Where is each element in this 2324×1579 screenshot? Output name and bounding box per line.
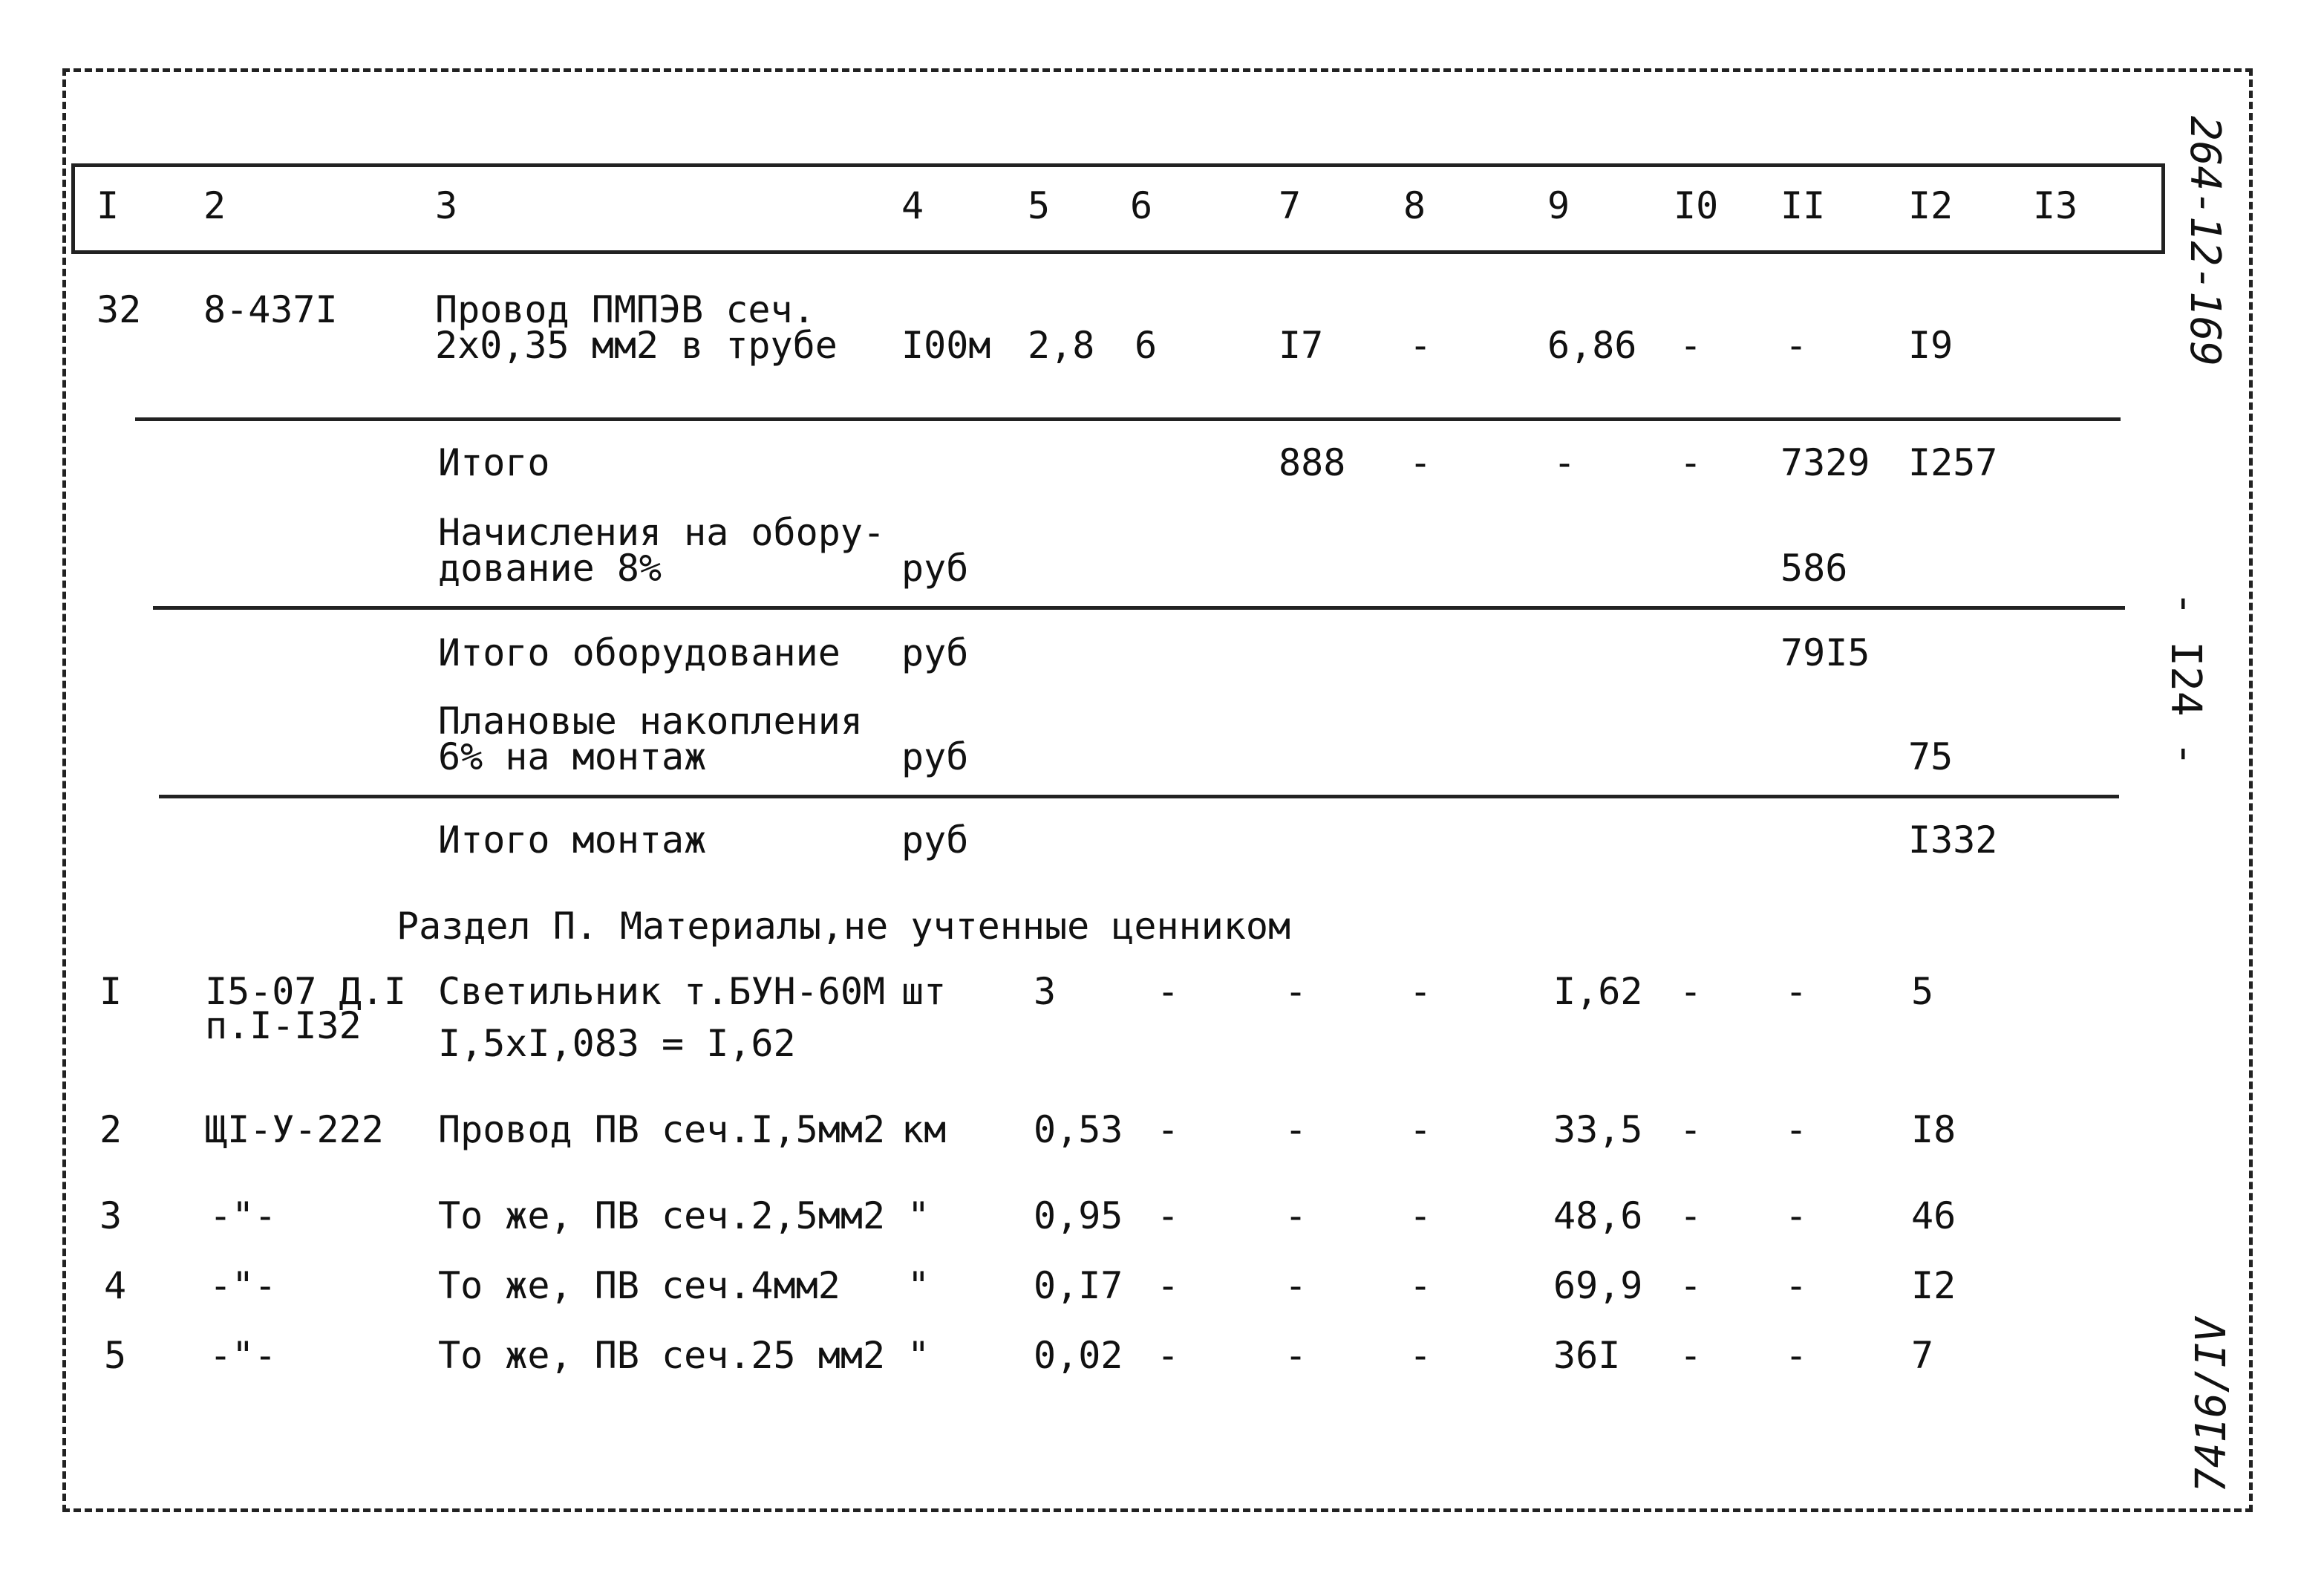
planned-line1: Плановые накопления (438, 700, 863, 743)
material-4-col11: - (1785, 1264, 1808, 1307)
divider-line (159, 795, 2119, 798)
material-1-unit: шт (901, 970, 947, 1013)
total-col8: - (1409, 441, 1432, 484)
material-2-col8: - (1409, 1108, 1432, 1151)
material-1-col12: 5 (1911, 970, 1934, 1013)
material-1-col5: 3 (1034, 970, 1057, 1013)
material-1-num: I (99, 970, 123, 1013)
material-2-col7: - (1285, 1108, 1308, 1151)
total-col9: - (1553, 441, 1576, 484)
material-5-col5: 0,02 (1034, 1334, 1123, 1377)
material-5-col7: - (1285, 1334, 1308, 1377)
material-1-col10: - (1680, 970, 1703, 1013)
material-5-col9: 36I (1553, 1334, 1621, 1377)
material-3-col10: - (1680, 1194, 1703, 1237)
material-4-col5: 0,I7 (1034, 1264, 1123, 1307)
document-code-annotation: 264-12-169 (2181, 116, 2229, 367)
material-2-col12: I8 (1911, 1108, 1956, 1151)
material-4-col9: 69,9 (1553, 1264, 1643, 1307)
header-col-7: 7 (1279, 184, 1302, 227)
row32-num: 32 (97, 288, 142, 331)
header-col-11: II (1780, 184, 1826, 227)
material-2-name: Провод ПВ сеч.I,5мм2 (438, 1108, 886, 1151)
header-col-4: 4 (901, 184, 924, 227)
row32-name-line1: Провод ПМПЭВ сеч. (435, 288, 815, 331)
material-4-name: То же, ПВ сеч.4мм2 (438, 1264, 841, 1307)
row32-code: 8-437I (203, 288, 338, 331)
material-1-name-line2: I,5хI,083 = I,62 (438, 1022, 796, 1065)
material-1-code-line1: I5-07 Д.I (205, 970, 406, 1013)
material-4-col12: I2 (1911, 1264, 1956, 1307)
material-5-col6: - (1157, 1334, 1180, 1377)
material-5-col11: - (1785, 1334, 1808, 1377)
material-2-num: 2 (99, 1108, 123, 1151)
row32-col9: 6,86 (1547, 324, 1637, 367)
material-5-code: -"- (209, 1334, 277, 1377)
material-3-num: 3 (99, 1194, 123, 1237)
material-5-col10: - (1680, 1334, 1703, 1377)
row32-col8: - (1409, 324, 1432, 367)
material-2-code: ЩI-У-222 (205, 1108, 384, 1151)
planned-unit: руб (901, 735, 969, 778)
material-4-code: -"- (209, 1264, 277, 1307)
planned-col12: 75 (1908, 735, 1953, 778)
material-4-num: 4 (104, 1264, 127, 1307)
material-5-col12: 7 (1911, 1334, 1934, 1377)
material-4-col7: - (1285, 1264, 1308, 1307)
material-2-col11: - (1785, 1108, 1808, 1151)
divider-line (153, 606, 2125, 610)
row32-col7: I7 (1279, 324, 1324, 367)
total-label: Итого (438, 441, 550, 484)
material-4-unit: " (907, 1264, 930, 1307)
material-4-col10: - (1680, 1264, 1703, 1307)
row32-name-line2: 2х0,35 мм2 в трубе (435, 324, 838, 367)
planned-line2: 6% на монтаж (438, 735, 707, 778)
material-5-col8: - (1409, 1334, 1432, 1377)
charges-line2: дование 8% (438, 547, 662, 590)
total-equipment-unit: руб (901, 631, 969, 674)
header-col-6: 6 (1130, 184, 1153, 227)
material-3-col11: - (1785, 1194, 1808, 1237)
total-equipment-label: Итого оборудование (438, 631, 841, 674)
total-col7: 888 (1279, 441, 1346, 484)
material-1-col11: - (1785, 970, 1808, 1013)
page-number: - I24 - (2161, 591, 2210, 767)
material-5-num: 5 (104, 1334, 127, 1377)
header-col-12: I2 (1908, 184, 1953, 227)
header-col-2: 2 (203, 184, 226, 227)
material-1-name-line1: Светильник т.БУН-60М (438, 970, 886, 1013)
row32-col10: - (1680, 324, 1703, 367)
material-1-col9: I,62 (1553, 970, 1643, 1013)
total-col10: - (1680, 441, 1703, 484)
material-3-unit: " (907, 1194, 930, 1237)
row32-col6: 6 (1135, 324, 1158, 367)
material-3-col9: 48,6 (1553, 1194, 1643, 1237)
material-1-code-line2: п.I-I32 (205, 1004, 362, 1047)
material-5-name: То же, ПВ сеч.25 мм2 (438, 1334, 886, 1377)
material-5-unit: " (907, 1334, 930, 1377)
total-mounting-col12: I332 (1908, 818, 1998, 862)
header-col-3: 3 (435, 184, 458, 227)
row32-col5: 2,8 (1028, 324, 1095, 367)
archive-number-annotation: 7416/IV (2187, 1317, 2236, 1493)
total-col12: I257 (1908, 441, 1998, 484)
material-3-name: То же, ПВ сеч.2,5мм2 (438, 1194, 886, 1237)
material-2-col6: - (1157, 1108, 1180, 1151)
material-3-col7: - (1285, 1194, 1308, 1237)
charges-unit: руб (901, 547, 969, 590)
total-equipment-col11: 79I5 (1780, 631, 1870, 674)
header-col-8: 8 (1403, 184, 1426, 227)
material-2-col5: 0,53 (1034, 1108, 1123, 1151)
divider-line (135, 417, 2121, 421)
charges-col11: 586 (1780, 547, 1848, 590)
row32-col12: I9 (1908, 324, 1953, 367)
total-col11: 7329 (1780, 441, 1870, 484)
material-2-col9: 33,5 (1553, 1108, 1643, 1151)
material-1-col6: - (1157, 970, 1180, 1013)
header-col-9: 9 (1547, 184, 1570, 227)
material-4-col6: - (1157, 1264, 1180, 1307)
material-3-code: -"- (209, 1194, 277, 1237)
total-mounting-unit: руб (901, 818, 969, 862)
total-mounting-label: Итого монтаж (438, 818, 707, 862)
material-4-col8: - (1409, 1264, 1432, 1307)
header-col-5: 5 (1028, 184, 1051, 227)
column-header-box (71, 163, 2165, 254)
material-1-col8: - (1409, 970, 1432, 1013)
material-3-col12: 46 (1911, 1194, 1956, 1237)
material-1-col7: - (1285, 970, 1308, 1013)
row32-col11: - (1785, 324, 1808, 367)
header-col-10: I0 (1674, 184, 1719, 227)
row32-unit: I00м (901, 324, 991, 367)
material-2-unit: км (901, 1108, 947, 1151)
material-3-col8: - (1409, 1194, 1432, 1237)
section-title: Раздел П. Материалы,не учтенные ценником (396, 905, 1291, 948)
header-col-1: I (97, 184, 120, 227)
header-col-13: I3 (2033, 184, 2078, 227)
material-3-col5: 0,95 (1034, 1194, 1123, 1237)
material-3-col6: - (1157, 1194, 1180, 1237)
material-2-col10: - (1680, 1108, 1703, 1151)
charges-line1: Начисления на обору- (438, 511, 886, 554)
